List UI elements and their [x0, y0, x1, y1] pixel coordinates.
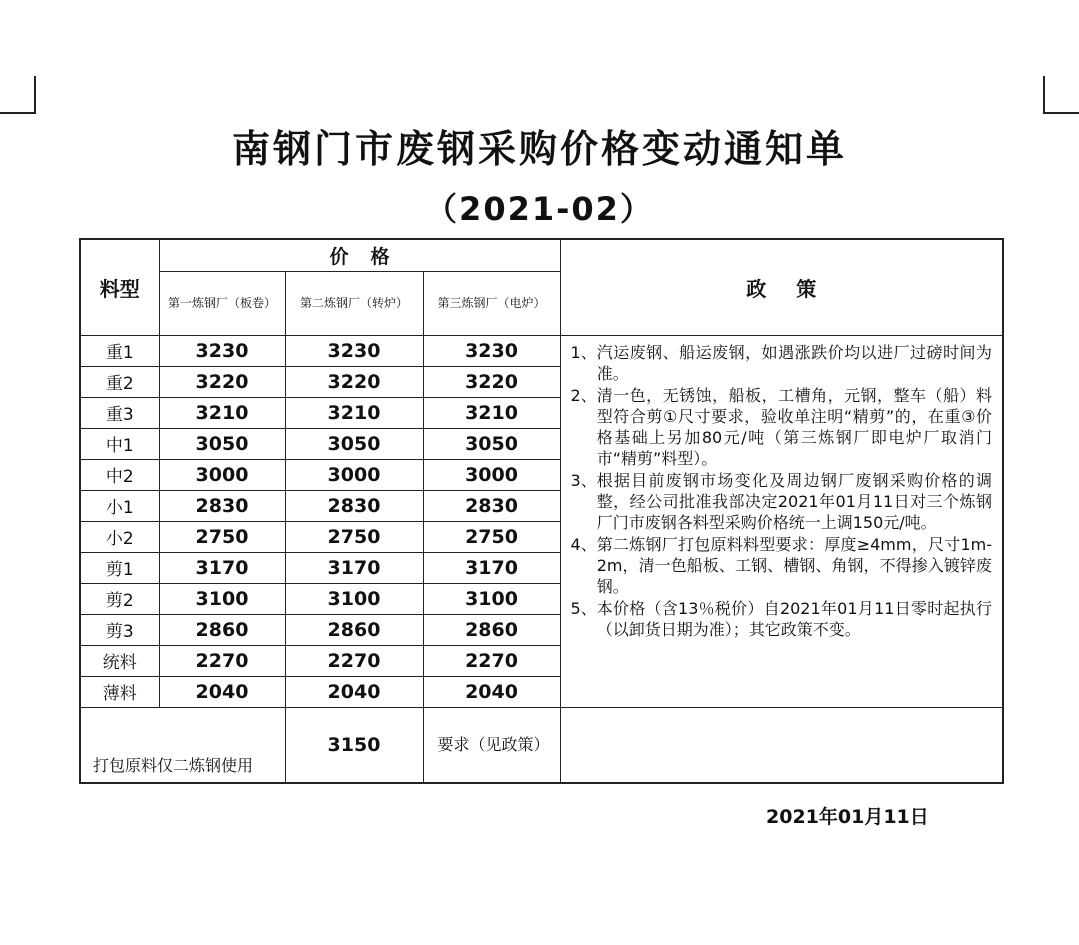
- price-plant-1: 3220: [159, 366, 285, 397]
- price-plant-1: 2860: [159, 614, 285, 645]
- row-type: 小1: [80, 490, 159, 521]
- price-plant-1: 3050: [159, 428, 285, 459]
- row-type: 重2: [80, 366, 159, 397]
- row-type: 中1: [80, 428, 159, 459]
- price-plant-3: 3210: [423, 397, 560, 428]
- policy-number: 5、: [570, 598, 597, 618]
- policy-number: 2、: [570, 385, 597, 405]
- header-plant-1: 第一炼钢厂（板卷）: [159, 271, 285, 335]
- header-price: 价格: [159, 239, 560, 271]
- bale-note: 要求（见政策）: [423, 707, 560, 783]
- policy-item: [571, 534, 993, 597]
- policy-item: [571, 342, 993, 384]
- price-plant-3: 2860: [423, 614, 560, 645]
- price-plant-3: 2270: [423, 645, 560, 676]
- price-plant-1: 3100: [159, 583, 285, 614]
- policy-item: [571, 598, 993, 640]
- policy-text: 汽运废钢、船运废钢，如遇涨跌价均以进厂过磅时间为准。: [596, 342, 993, 383]
- price-plant-2: 2040: [285, 676, 423, 707]
- policy-number: 1、: [570, 342, 597, 362]
- row-type: 统料: [80, 645, 159, 676]
- row-type: 剪2: [80, 583, 159, 614]
- bale-label: 打包原料仅二炼钢使用: [80, 707, 285, 783]
- policy-text: 本价格（含13％税价）自2021年01月11日零时起执行（以卸货日期为准）；其它政策不变。: [596, 598, 993, 639]
- row-type: 剪3: [80, 614, 159, 645]
- price-plant-3: 2750: [423, 521, 560, 552]
- price-plant-2: 3210: [285, 397, 423, 428]
- price-plant-2: 2750: [285, 521, 423, 552]
- price-plant-3: 3100: [423, 583, 560, 614]
- document-date: 2021年01月11日: [766, 806, 929, 828]
- price-plant-1: 2040: [159, 676, 285, 707]
- crop-mark-left-horizontal: [0, 112, 36, 114]
- price-plant-3: 2830: [423, 490, 560, 521]
- header-plant-3: 第三炼钢厂（电炉）: [423, 271, 560, 335]
- policy-number: 3、: [570, 470, 597, 490]
- document-title: 南钢门市废钢采购价格变动通知单: [231, 127, 847, 171]
- price-plant-3: 3220: [423, 366, 560, 397]
- header-policy: 政策: [560, 239, 1003, 335]
- policy-item: [571, 385, 993, 469]
- header-plant-2: 第二炼钢厂（转炉）: [285, 271, 423, 335]
- price-plant-2: 2270: [285, 645, 423, 676]
- crop-mark-left-vertical: [34, 76, 36, 114]
- policy-list: [560, 335, 1003, 707]
- crop-mark-right-horizontal: [1043, 112, 1079, 114]
- price-plant-3: 3170: [423, 552, 560, 583]
- price-plant-1: 3000: [159, 459, 285, 490]
- policy-text: 清一色，无锈蚀，船板，工槽角，元钢，整车（船）料型符合剪①尺寸要求，验收单注明“精剪”的，在重③价格基础上另加80元/吨（第三炼钢厂即电炉厂取消门市“精剪”料型）。: [596, 385, 993, 468]
- bale-row: [80, 707, 1003, 783]
- price-plant-2: 3100: [285, 583, 423, 614]
- price-plant-2: 3050: [285, 428, 423, 459]
- price-plant-1: 3210: [159, 397, 285, 428]
- row-type: 中2: [80, 459, 159, 490]
- header-material-type: 料型: [80, 239, 159, 335]
- row-type: 剪1: [80, 552, 159, 583]
- price-plant-1: 3230: [159, 335, 285, 366]
- row-type: 小2: [80, 521, 159, 552]
- bale-policy-blank: [560, 707, 1003, 783]
- price-plant-2: 3220: [285, 366, 423, 397]
- table-row: [80, 335, 1003, 366]
- document-subtitle: （2021-02）: [425, 190, 654, 228]
- policy-item: [571, 470, 993, 533]
- policy-text: 第二炼钢厂打包原料料型要求：厚度≥4mm，尺寸1m-2m，清一色船板、工钢、槽钢、角钢，不得掺入镀锌废钢。: [596, 534, 993, 596]
- price-plant-3: 3000: [423, 459, 560, 490]
- policy-text: 根据目前废钢市场变化及周边钢厂废钢采购价格的调整，经公司批准我部决定2021年01月11日对三个炼钢厂门市废钢各料型采购价格统一上调150元/吨。: [596, 470, 993, 532]
- price-plant-3: 3230: [423, 335, 560, 366]
- price-plant-2: 2860: [285, 614, 423, 645]
- price-plant-2: 3000: [285, 459, 423, 490]
- crop-mark-right-vertical: [1043, 76, 1045, 114]
- policy-number: 4、: [570, 534, 597, 554]
- price-plant-2: 3230: [285, 335, 423, 366]
- row-type: 重3: [80, 397, 159, 428]
- price-plant-3: 3050: [423, 428, 560, 459]
- price-plant-1: 2830: [159, 490, 285, 521]
- row-type: 重1: [80, 335, 159, 366]
- price-table: [79, 238, 1004, 784]
- price-plant-2: 2830: [285, 490, 423, 521]
- price-plant-1: 2270: [159, 645, 285, 676]
- row-type: 薄料: [80, 676, 159, 707]
- price-plant-1: 3170: [159, 552, 285, 583]
- price-plant-3: 2040: [423, 676, 560, 707]
- price-plant-1: 2750: [159, 521, 285, 552]
- bale-price: 3150: [285, 707, 423, 783]
- price-plant-2: 3170: [285, 552, 423, 583]
